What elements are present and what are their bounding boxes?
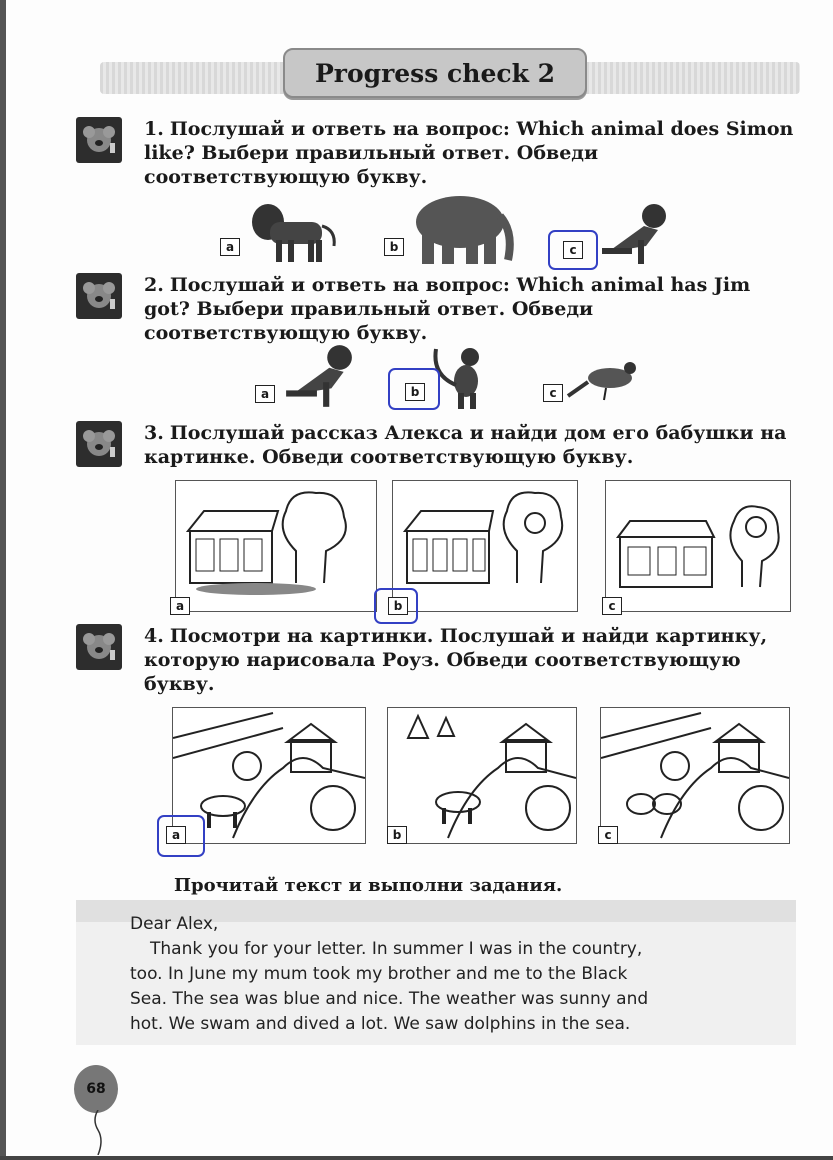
task-3 xyxy=(76,421,796,481)
task-2 xyxy=(76,273,796,353)
option-b-box[interactable]: b xyxy=(387,826,407,844)
house-picture-b xyxy=(392,480,578,612)
elephant-icon xyxy=(410,192,520,266)
letter-line: Sea. The sea was blue and nice. The weather was sunny and xyxy=(130,989,649,1009)
lion-icon xyxy=(248,200,340,264)
page-number-balloon: 68 xyxy=(74,1065,118,1113)
audio-koala-icon xyxy=(76,117,122,163)
landscape-picture-b xyxy=(387,707,577,844)
option-c-box[interactable]: c xyxy=(543,384,563,402)
house-picture-a xyxy=(175,480,377,612)
task-4 xyxy=(76,624,796,704)
answer-circle xyxy=(548,230,598,270)
letter-line: Thank you for your letter. In summer I was in the country, xyxy=(150,939,643,959)
landscape-picture-c xyxy=(600,707,790,844)
option-b-box[interactable]: b xyxy=(384,238,404,256)
option-a-box[interactable]: a xyxy=(170,597,190,615)
letter-greeting: Dear Alex, xyxy=(130,914,219,934)
page-title: Progress check 2 xyxy=(283,48,587,98)
balloon-string xyxy=(92,1110,104,1155)
answer-circle xyxy=(157,815,205,857)
task-4-text: 4. Посмотри на картинки. Послушай и найди картинку, которую нарисовала Роуз. Обведи соответствующую букву. xyxy=(144,625,768,695)
audio-koala-icon xyxy=(76,624,122,670)
answer-circle xyxy=(388,368,440,410)
reading-instruction: Прочитай текст и выполни задания. xyxy=(174,875,563,896)
option-c-box[interactable]: c xyxy=(598,826,618,844)
audio-koala-icon xyxy=(76,273,122,319)
letter-text xyxy=(130,912,770,1037)
option-b-box[interactable]: b xyxy=(405,383,425,401)
page-edge xyxy=(0,1156,833,1160)
page-edge xyxy=(0,0,6,1160)
parrot-icon xyxy=(566,356,638,404)
task-1-text: 1. Послушай и ответь на вопрос: Which animal does Simon like? Выбери правильный ответ. Обведи соответствующую букву. xyxy=(144,118,794,188)
letter-line: hot. We swam and dived a lot. We saw dolphins in the sea. xyxy=(130,1014,631,1034)
option-a-box[interactable]: a xyxy=(166,826,186,844)
tiger-icon xyxy=(598,202,670,266)
answer-circle xyxy=(374,588,418,624)
tiger-icon xyxy=(282,343,356,409)
option-c-box[interactable]: c xyxy=(602,597,622,615)
option-c-box[interactable]: c xyxy=(563,241,583,259)
letter-line: too. In June my mum took my brother and me to the Black xyxy=(130,964,628,984)
letter-panel xyxy=(76,900,796,1045)
audio-koala-icon xyxy=(76,421,122,467)
option-a-box[interactable]: a xyxy=(255,385,275,403)
task-2-text: 2. Послушай и ответь на вопрос: Which animal has Jim got? Выбери правильный ответ. Обведи соответствующую букву. xyxy=(144,274,751,344)
option-b-box[interactable]: b xyxy=(388,597,408,615)
house-picture-c xyxy=(605,480,791,612)
task-3-text: 3. Послушай рассказ Алекса и найди дом его бабушки на картинке. Обведи соответствующую букву. xyxy=(144,422,787,468)
option-a-box[interactable]: a xyxy=(220,238,240,256)
